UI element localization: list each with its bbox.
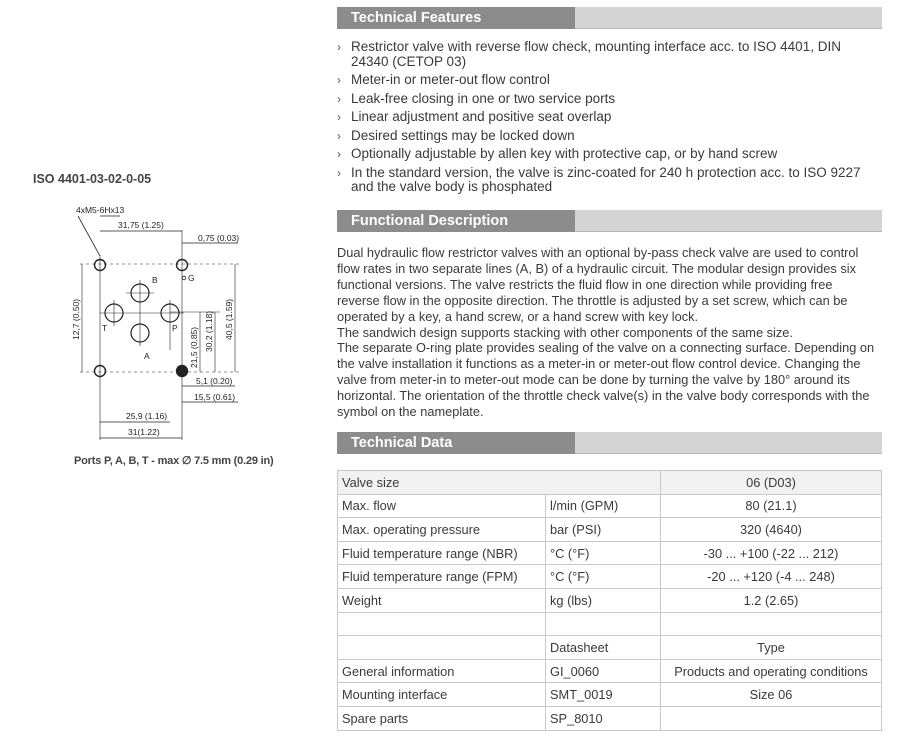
table-row: Fluid temperature range (NBR) °C (°F) -30 ... +100 (-22 ... 212) [338,541,882,565]
dim-30-2: 30,2 (1.18) [204,310,214,352]
dim-40-5: 40,5 (1.59) [224,298,234,340]
feature-item: › In the standard version, the valve is zinc-coated for 240 h protection acc. to ISO 9227 and the valve body is phosphated [337,164,861,194]
technical-data-table [337,470,882,731]
dim-25-9: 25,9 (1.16) [126,411,168,421]
dim-0-75: 0,75 (0.03) [198,233,240,243]
dim-21-5: 21,5 (0.85) [189,326,199,368]
table-row: Max. flow l/min (GPM) 80 (21.1) [338,494,882,518]
technical-features-header [337,7,882,29]
dim-31-75: 31,75 (1.25) [118,220,164,230]
port-a-label: A [144,351,150,361]
table-row: Fluid temperature range (FPM) °C (°F) -20 ... +120 (-4 ... 248) [338,565,882,589]
table-row [338,471,882,495]
thread-label: 4xM5-6Hx13 [76,205,125,215]
feature-item: › Restrictor valve with reverse flow check, mounting interface acc. to ISO 4401, DIN 24340 (CETOP 03) [337,39,841,69]
feature-item: › Linear adjustment and positive seat overlap [337,109,612,124]
table-row: General information GI_0060 Products and operating conditions [338,659,882,683]
table-row: Datasheet Type [338,636,882,660]
port-b-label: B [152,275,158,285]
dim-5-1: 5,1 (0.20) [196,376,233,386]
iso-code-label: ISO 4401-03-02-0-05 [33,172,152,186]
mounting-interface-drawing [60,200,270,450]
port-t-label: T [102,323,108,333]
table-row: Max. operating pressure bar (PSI) 320 (4640) [338,518,882,542]
feature-item: › Leak-free closing in one or two service ports [337,90,616,106]
technical-features-title: Technical Features [351,10,482,26]
feature-item: › Desired settings may be locked down [337,127,575,143]
dim-31: 31(1.22) [128,427,160,437]
technical-data-title: Technical Data [351,435,453,451]
valve-size-label: Valve size [338,471,661,495]
table-row: Weight kg (lbs) 1.2 (2.65) [338,588,882,612]
ports-caption: Ports P, A, B, T - max ∅ 7.5 mm (0.29 in) [74,455,274,467]
functional-description-title: Functional Description [351,213,509,229]
valve-size-value: 06 (D03) [661,471,882,495]
feature-item: › Meter-in or meter-out flow control [337,72,550,87]
dim-12-7: 12,7 (0.50) [71,298,81,340]
port-g-label: G [188,273,195,283]
functional-description-text [337,245,877,420]
table-row: Mounting interface SMT_0019 Size 06 [338,683,882,707]
table-row-empty [338,612,882,636]
description-paragraph: The separate O-ring plate provides sealing of the valve on a connecting surface. Depending on the valve installation it functions as a meter-in or meter-out flow control device. Changing the valve from meter-in to meter-out mode can be done by turning the valve by 180° around its horizontal. The orientation of the throttle check valve(s) in the valve body corresponds with the symbol on the nameplate. [337,340,875,420]
functional-description-header [337,210,882,232]
description-paragraph: The sandwich design supports stacking with other components of the same size. [337,324,793,340]
feature-item: › Optionally adjustable by allen key with protective cap, or by hand screw [337,146,778,161]
features-list [337,40,877,199]
dim-15-5: 15,5 (0.61) [194,392,236,402]
technical-data-header [337,432,882,454]
description-paragraph: Dual hydraulic flow restrictor valves with an optional by-pass check valve are used to control flow rates in two separate lines (A, B) of a hydraulic circuit. The modular design provides six functional versions. The valve restricts the fluid flow in one direction while providing free reverse flow in the opposite direction. The throttle is adjusted by a set screw, which can be operated by a key, a hand screw, or a hand screw with key lock. [337,245,859,324]
port-p-label: P [172,323,178,333]
table-row: Spare parts SP_8010 [338,706,882,730]
